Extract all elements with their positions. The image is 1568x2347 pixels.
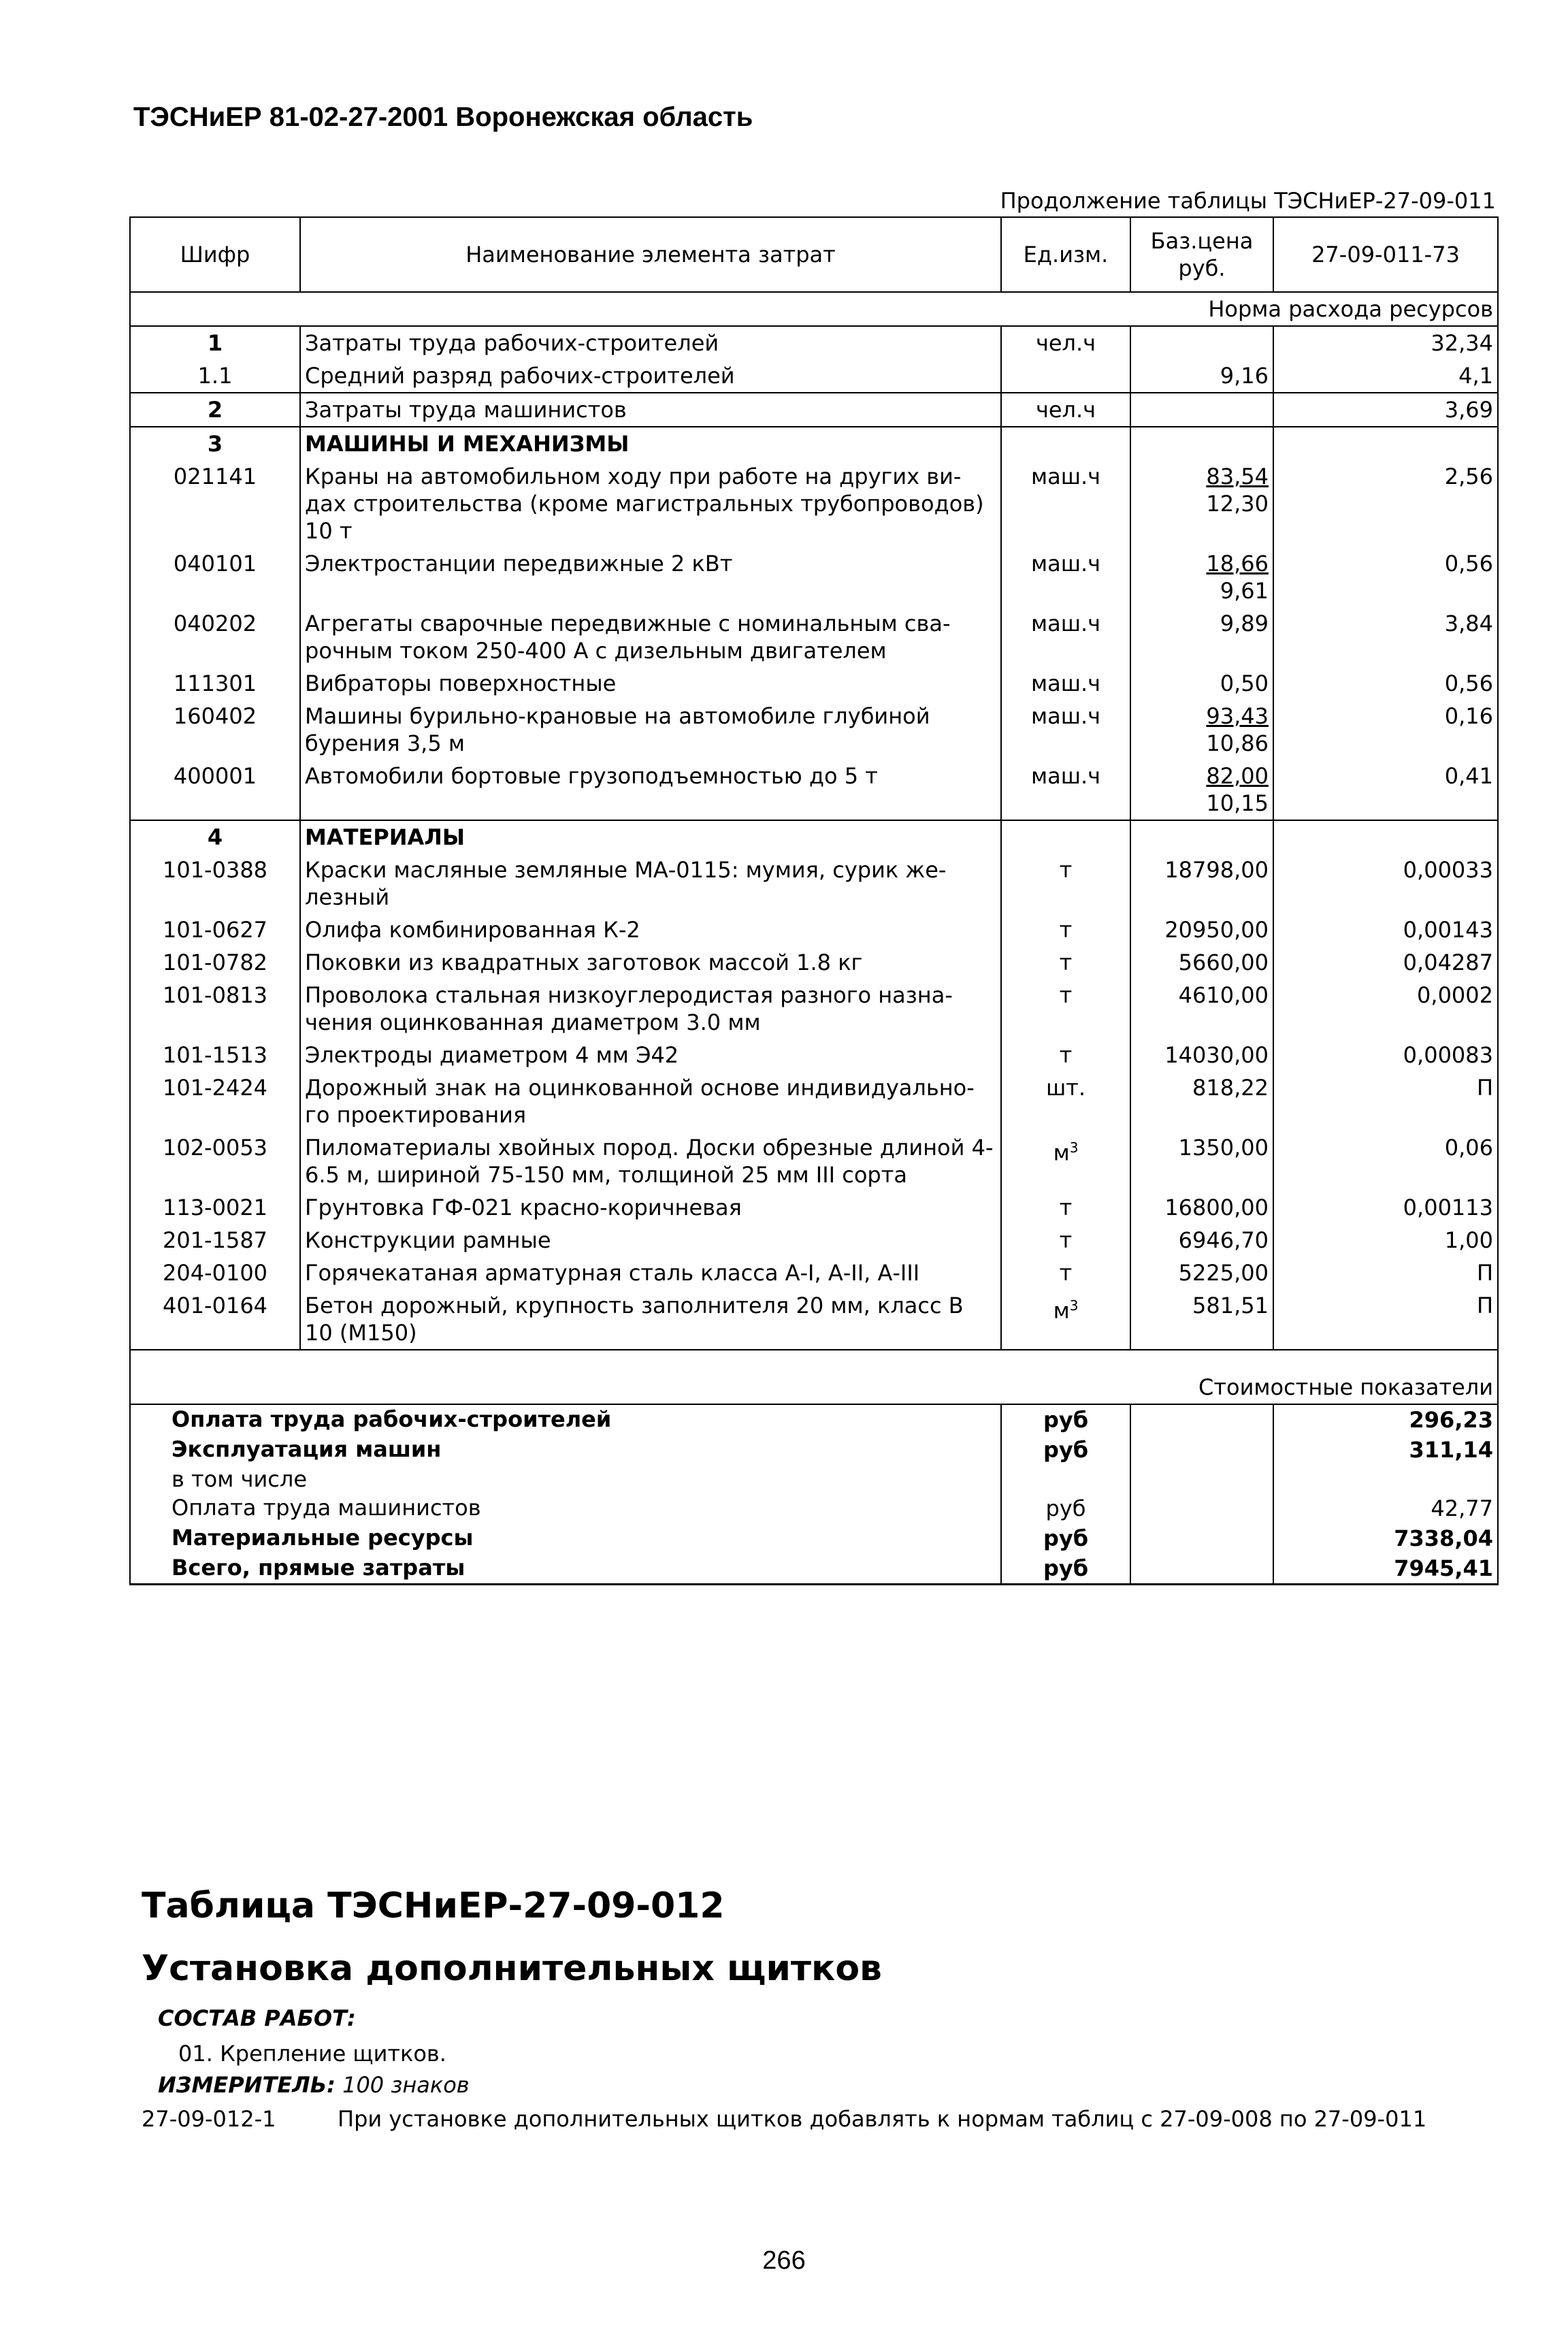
row-unit [1001, 913, 1130, 946]
row-code: 113-0021 [130, 1191, 300, 1224]
empty-cell [1130, 427, 1273, 460]
materials-row [130, 1131, 1498, 1191]
row-price [1130, 1224, 1273, 1257]
cost-name: Эксплуатация машин [130, 1435, 1001, 1465]
unit-text: м [1053, 1139, 1070, 1166]
unit-superscript: 3 [1069, 1139, 1079, 1156]
cost-name: Оплата труда рабочих-строителей [130, 1404, 1001, 1435]
materials-row [130, 1191, 1498, 1224]
cost-unit [1001, 1465, 1130, 1493]
row-code: 401-0164 [130, 1289, 300, 1350]
unit-text: т [1059, 982, 1073, 1008]
unit-text: маш.ч [1030, 464, 1101, 489]
row-norm: 0,00113 [1273, 1191, 1498, 1224]
row-norm: 3,69 [1273, 393, 1498, 427]
row-name: Олифа комбинированная К-2 [300, 913, 1001, 946]
document-header: ТЭСНиЕР 81-02-27-2001 Воронежская область [133, 102, 753, 132]
row-code: 201-1587 [130, 1224, 300, 1257]
machines-row [130, 607, 1498, 667]
unit-text: маш.ч [1030, 551, 1101, 577]
price-value: 16800,00 [1164, 1195, 1269, 1220]
table2-title: Таблица ТЭСНиЕР-27-09-012 [142, 1885, 725, 1926]
row-unit [1001, 667, 1130, 700]
cost-unit: руб [1001, 1493, 1130, 1523]
unit-text: маш.ч [1030, 763, 1101, 789]
row-norm: 1,00 [1273, 1224, 1498, 1257]
machines-row [130, 460, 1498, 547]
norm-heading-row [130, 292, 1498, 326]
row-unit [1001, 1039, 1130, 1071]
row-unit [1001, 1257, 1130, 1289]
table2-subtitle: Установка дополнительных щитков [142, 1948, 882, 1989]
norm-heading: Норма расхода ресурсов [1130, 292, 1498, 326]
resource-table [129, 216, 1499, 1585]
table-continuation-label: Продолжение таблицы ТЭСНиЕР-27-09-011 [1000, 188, 1496, 214]
row-price: 9,16 [1130, 359, 1273, 393]
row-price [1130, 1289, 1273, 1350]
price-value: 0,50 [1220, 670, 1269, 696]
price-value: 1350,00 [1178, 1135, 1269, 1161]
row-norm: П [1273, 1289, 1498, 1350]
empty-cell [1130, 1404, 1273, 1435]
row-code: 101-0627 [130, 913, 300, 946]
row-code: 101-2424 [130, 1071, 300, 1131]
price-value: 581,51 [1192, 1293, 1269, 1318]
row-price [1130, 1071, 1273, 1131]
unit-text: маш.ч [1030, 611, 1101, 636]
machines-title-row [130, 427, 1498, 460]
row-unit [1001, 547, 1130, 607]
unit-text: маш.ч [1030, 670, 1101, 696]
unit-text: маш.ч [1030, 703, 1101, 729]
price-wage-value: 12,30 [1206, 491, 1269, 517]
col-header-unit: Ед.изм. [1001, 217, 1130, 292]
row-norm: 0,06 [1273, 1131, 1498, 1191]
row-price [1130, 1131, 1273, 1191]
cost-name: в том числе [130, 1465, 1001, 1493]
empty-cell [1001, 1350, 1130, 1404]
row-price [1130, 393, 1273, 427]
empty-cell [1130, 1493, 1273, 1523]
row-name: Грунтовка ГФ-021 красно-коричневая [300, 1191, 1001, 1224]
unit-text: т [1059, 1227, 1073, 1253]
row-norm: 0,00143 [1273, 913, 1498, 946]
price-wage-value: 9,61 [1220, 578, 1269, 604]
row-price [1130, 946, 1273, 979]
materials-title-row [130, 820, 1498, 854]
row-code: 204-0100 [130, 1257, 300, 1289]
price-value: 6946,70 [1178, 1227, 1269, 1253]
row-code: 400001 [130, 760, 300, 820]
row-norm: 0,00033 [1273, 854, 1498, 913]
row-price [1130, 460, 1273, 547]
cost-heading: Стоимостные показатели [1130, 1350, 1498, 1404]
row-code: 040101 [130, 547, 300, 607]
empty-cell [1130, 1465, 1273, 1493]
row-price [1130, 913, 1273, 946]
row-unit [1001, 1191, 1130, 1224]
labor-row [130, 393, 1498, 427]
row-price [1130, 607, 1273, 667]
row-unit [1001, 854, 1130, 913]
col-header-norm: 27-09-011-73 [1273, 217, 1498, 292]
materials-row [130, 979, 1498, 1039]
row-name: Краски масляные земляные МА-0115: мумия, сурик же-лезный [300, 854, 1001, 913]
row-price [1130, 979, 1273, 1039]
row-name: Машины бурильно-крановые на автомобиле глубиной бурения 3,5 м [300, 700, 1001, 760]
row-price [1130, 667, 1273, 700]
row-unit [1001, 760, 1130, 820]
price-value: 20950,00 [1164, 917, 1269, 943]
empty-cell [1001, 427, 1130, 460]
row-norm: 4,1 [1273, 359, 1498, 393]
measure-value: 100 знаков [342, 2072, 470, 2098]
machines-row [130, 700, 1498, 760]
cost-heading-row [130, 1350, 1498, 1404]
price-value: 4610,00 [1178, 982, 1269, 1008]
cost-name: Материальные ресурсы [130, 1523, 1001, 1553]
col-header-name: Наименование элемента затрат [300, 217, 1001, 292]
machines-row [130, 760, 1498, 820]
row-unit [1001, 946, 1130, 979]
row-norm: 0,0002 [1273, 979, 1498, 1039]
row-price [1130, 760, 1273, 820]
price-value: 5660,00 [1178, 950, 1269, 975]
row-name: Горячекатаная арматурная сталь класса А-I, А-II, А-III [300, 1257, 1001, 1289]
price-wage-value: 10,15 [1206, 790, 1269, 816]
price-value: 818,22 [1192, 1075, 1269, 1101]
cost-unit: руб [1001, 1553, 1130, 1585]
row-code: 101-1513 [130, 1039, 300, 1071]
note-text: При установке дополнительных щитков добавлять к нормам таблиц с 27-09-008 по 27-09-011 [338, 2106, 1427, 2132]
empty-cell [1130, 1523, 1273, 1553]
col-header-code: Шифр [130, 217, 300, 292]
cost-row [130, 1404, 1498, 1435]
empty-cell [1001, 820, 1130, 854]
cost-value: 296,23 [1273, 1404, 1498, 1435]
unit-superscript: 3 [1069, 1297, 1079, 1314]
materials-row [130, 946, 1498, 979]
row-norm: 3,84 [1273, 607, 1498, 667]
row-norm: 0,41 [1273, 760, 1498, 820]
row-norm: 0,16 [1273, 700, 1498, 760]
row-name: Электроды диаметром 4 мм Э42 [300, 1039, 1001, 1071]
machines-title: МАШИНЫ И МЕХАНИЗМЫ [300, 427, 1001, 460]
price-value: 18,66 [1206, 551, 1269, 577]
row-code: 102-0053 [130, 1131, 300, 1191]
cost-unit: руб [1001, 1523, 1130, 1553]
materials-row [130, 1224, 1498, 1257]
row-name: Средний разряд рабочих-строителей [300, 359, 1001, 393]
price-value: 93,43 [1206, 703, 1269, 729]
cost-row [130, 1523, 1498, 1553]
price-value: 18798,00 [1164, 857, 1269, 883]
row-code: 021141 [130, 460, 300, 547]
empty-cell [1130, 1435, 1273, 1465]
empty-cell [130, 1350, 300, 1404]
empty-cell [1130, 820, 1273, 854]
row-norm: 2,56 [1273, 460, 1498, 547]
row-name: Автомобили бортовые грузоподъемностью до 5 т [300, 760, 1001, 820]
materials-row [130, 1071, 1498, 1131]
row-price [1130, 700, 1273, 760]
row-unit [1001, 700, 1130, 760]
row-norm: 0,56 [1273, 667, 1498, 700]
machines-row [130, 547, 1498, 607]
unit-text: шт. [1045, 1075, 1086, 1101]
row-code: 101-0813 [130, 979, 300, 1039]
price-value: 9,89 [1220, 611, 1269, 636]
row-code: 101-0388 [130, 854, 300, 913]
note-code: 27-09-012-1 [142, 2106, 276, 2132]
cost-value: 7338,04 [1273, 1523, 1498, 1553]
row-norm: П [1273, 1257, 1498, 1289]
row-norm: 0,00083 [1273, 1039, 1498, 1071]
row-unit: чел.ч [1001, 393, 1130, 427]
row-price [1130, 326, 1273, 359]
cost-name: Оплата труда машинистов [130, 1493, 1001, 1523]
row-name: Поковки из квадратных заготовок массой 1.8 кг [300, 946, 1001, 979]
table-header-row [130, 217, 1498, 292]
unit-text: т [1059, 1195, 1073, 1220]
materials-number: 4 [130, 820, 300, 854]
row-unit: чел.ч [1001, 326, 1130, 359]
row-price [1130, 547, 1273, 607]
empty-cell [1273, 427, 1498, 460]
unit-text: т [1059, 1042, 1073, 1068]
row-unit [1001, 979, 1130, 1039]
unit-text: т [1059, 857, 1073, 883]
cost-row [130, 1435, 1498, 1465]
row-code: 1.1 [130, 359, 300, 393]
labor-row [130, 359, 1498, 393]
row-name: Затраты труда машинистов [300, 393, 1001, 427]
unit-text: т [1059, 917, 1073, 943]
row-name: Бетон дорожный, крупность заполнителя 20 мм, класс В 10 (М150) [300, 1289, 1001, 1350]
materials-row [130, 1289, 1498, 1350]
page-number: 266 [762, 2246, 806, 2275]
row-price [1130, 1039, 1273, 1071]
cost-value: 42,77 [1273, 1493, 1498, 1523]
row-unit [1001, 607, 1130, 667]
machines-number: 3 [130, 427, 300, 460]
materials-row [130, 913, 1498, 946]
row-price [1130, 1257, 1273, 1289]
row-unit [1001, 1131, 1130, 1191]
row-unit [1001, 359, 1130, 393]
price-value: 14030,00 [1164, 1042, 1269, 1068]
row-code: 040202 [130, 607, 300, 667]
row-unit [1001, 1224, 1130, 1257]
price-wage-value: 10,86 [1206, 730, 1269, 756]
row-name: Дорожный знак на оцинкованной основе индивидуально-го проектирования [300, 1071, 1001, 1131]
row-price [1130, 1191, 1273, 1224]
materials-row [130, 1257, 1498, 1289]
unit-text: т [1059, 950, 1073, 975]
row-name: Затраты труда рабочих-строителей [300, 326, 1001, 359]
price-value: 83,54 [1206, 464, 1269, 489]
row-norm: 0,56 [1273, 547, 1498, 607]
materials-row [130, 1039, 1498, 1071]
cost-row [130, 1553, 1498, 1585]
row-code: 2 [130, 393, 300, 427]
materials-title: МАТЕРИАЛЫ [300, 820, 1001, 854]
cost-value [1273, 1465, 1498, 1493]
row-code: 111301 [130, 667, 300, 700]
row-name: Вибраторы поверхностные [300, 667, 1001, 700]
cost-name: Всего, прямые затраты [130, 1553, 1001, 1585]
machines-row [130, 667, 1498, 700]
row-name: Агрегаты сварочные передвижные с номинальным сва-рочным током 250-400 А с дизельным двигателем [300, 607, 1001, 667]
row-unit [1001, 460, 1130, 547]
materials-row [130, 854, 1498, 913]
col-header-price: Баз.цена руб. [1130, 217, 1273, 292]
row-name: Проволока стальная низкоуглеродистая разного назна-чения оцинкованная диаметром 3.0 мм [300, 979, 1001, 1039]
work-composition-item: 01. Крепление щитков. [178, 2041, 446, 2067]
row-code: 1 [130, 326, 300, 359]
row-name: Краны на автомобильном ходу при работе на других ви-дах строительства (кроме магистральных трубопроводов) 10 т [300, 460, 1001, 547]
cost-unit: руб [1001, 1404, 1130, 1435]
cost-row [130, 1465, 1498, 1493]
unit-text: м [1053, 1297, 1070, 1324]
row-code: 160402 [130, 700, 300, 760]
row-name: Пиломатериалы хвойных пород. Доски обрезные длиной 4-6.5 м, шириной 75-150 мм, толщиной 25 мм III сорта [300, 1131, 1001, 1191]
labor-row [130, 326, 1498, 359]
measure-line [158, 2072, 470, 2098]
empty-cell [300, 1350, 1001, 1404]
empty-cell [1130, 1553, 1273, 1585]
row-unit [1001, 1289, 1130, 1350]
price-value: 5225,00 [1178, 1260, 1269, 1286]
cost-unit: руб [1001, 1435, 1130, 1465]
row-norm: 32,34 [1273, 326, 1498, 359]
row-price [1130, 854, 1273, 913]
empty-cell [1273, 820, 1498, 854]
cost-value: 7945,41 [1273, 1553, 1498, 1585]
cost-value: 311,14 [1273, 1435, 1498, 1465]
cost-row [130, 1493, 1498, 1523]
row-name: Конструкции рамные [300, 1224, 1001, 1257]
measure-label: ИЗМЕРИТЕЛЬ: [158, 2072, 336, 2098]
price-value: 82,00 [1206, 763, 1269, 789]
row-code: 101-0782 [130, 946, 300, 979]
row-norm: П [1273, 1071, 1498, 1131]
unit-text: т [1059, 1260, 1073, 1286]
work-composition-label: СОСТАВ РАБОТ: [158, 2005, 356, 2031]
row-norm: 0,04287 [1273, 946, 1498, 979]
row-name: Электростанции передвижные 2 кВт [300, 547, 1001, 607]
row-unit [1001, 1071, 1130, 1131]
